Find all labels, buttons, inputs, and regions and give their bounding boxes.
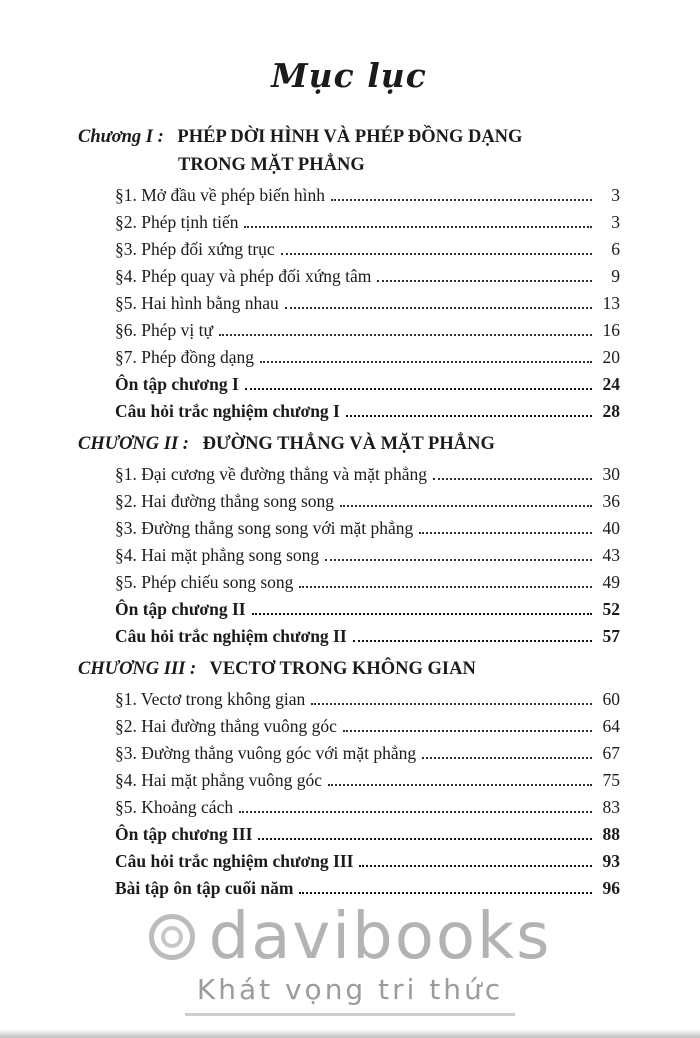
dot-leader [377, 280, 592, 282]
toc-entry-label: §5. Hai hình bằng nhau [115, 293, 279, 313]
dot-leader [299, 586, 592, 588]
toc-entry-page: 3 [611, 185, 620, 205]
toc-entry-page: 64 [602, 716, 620, 736]
dot-leader [353, 640, 592, 642]
toc-entry-page: 88 [602, 824, 620, 844]
toc-entry-label: §5. Khoảng cách [115, 797, 234, 817]
toc-entry-page: 93 [602, 851, 620, 871]
toc-entry-label: §3. Đường thẳng song song với mặt phẳng [115, 518, 414, 538]
toc-entry-page: 83 [602, 797, 620, 817]
toc-entry-label: Câu hỏi trắc nghiệm chương II [115, 626, 347, 646]
toc-entry-label: Ôn tập chương II [115, 599, 246, 619]
chapter-section-2 [78, 434, 620, 646]
dot-leader [299, 892, 592, 894]
toc-entry-page: 49 [602, 572, 620, 592]
chapter-number: CHƯƠNG III : [78, 659, 197, 679]
toc-entry-label: §6. Phép vị tự [115, 320, 213, 340]
toc-entry-page: 52 [602, 599, 620, 619]
chapter-title: VECTƠ TRONG KHÔNG GIAN [209, 659, 476, 679]
dot-leader [331, 199, 592, 201]
toc-entry-label: §3. Phép đối xứng trục [115, 239, 275, 259]
chapter-entries [78, 464, 620, 646]
chapter-section-3 [78, 659, 620, 898]
toc-entry-page: 3 [611, 212, 620, 232]
toc-entry [115, 716, 620, 736]
toc-entry-label: §2. Phép tịnh tiến [115, 212, 239, 232]
toc-entry-label: §1. Vectơ trong không gian [115, 689, 306, 709]
watermark-tagline: Khát vọng tri thức [196, 973, 504, 1006]
toc-entry [115, 464, 620, 484]
toc-entry-page: 43 [602, 545, 620, 565]
watermark-brand-row [0, 900, 700, 974]
toc-entry-label: Bài tập ôn tập cuối năm [115, 878, 294, 898]
toc-entry-page: 24 [602, 374, 620, 394]
toc-entry [115, 689, 620, 709]
toc-entry-label: §7. Phép đồng dạng [115, 347, 255, 367]
toc-entry-quiz [115, 851, 620, 871]
page-title: Mục lục [271, 56, 427, 95]
dot-leader [359, 865, 592, 867]
chapter-section-1 [78, 127, 620, 421]
dot-leader [340, 505, 592, 507]
toc-entry-page: 28 [602, 401, 620, 421]
toc-entry [115, 545, 620, 565]
toc-entry [115, 239, 620, 259]
toc-entry-label: §1. Mở đầu về phép biến hình [115, 185, 325, 205]
toc-entry [115, 770, 620, 790]
dot-leader [433, 478, 592, 480]
dot-leader [252, 613, 592, 615]
chapter-heading [78, 434, 620, 455]
toc-entry [115, 491, 620, 511]
toc-entry [115, 212, 620, 232]
toc-entry-page: 40 [602, 518, 620, 538]
toc-entry-page: 67 [602, 743, 620, 763]
toc-entry-page: 96 [602, 878, 620, 898]
toc-entry [115, 518, 620, 538]
dot-leader [245, 388, 592, 390]
dot-leader [325, 559, 592, 561]
chapter-heading [78, 127, 620, 148]
dot-leader [346, 415, 592, 417]
toc-entry-label: §1. Đại cương về đường thẳng và mặt phẳng [115, 464, 428, 484]
toc-entry [115, 347, 620, 367]
dot-leader [281, 253, 592, 255]
chapter-heading [78, 659, 620, 680]
dot-leader [239, 811, 592, 813]
toc-entry-page: 57 [602, 626, 620, 646]
chapter-entries [78, 185, 620, 421]
toc-entry-label: §2. Hai đường thẳng song song [115, 491, 335, 511]
dot-leader [258, 838, 592, 840]
toc-entry-page: 6 [611, 239, 620, 259]
davibooks-logo-icon [149, 914, 195, 960]
toc-entry-label: §2. Hai đường thẳng vuông góc [115, 716, 337, 736]
toc-entry-label: Ôn tập chương I [115, 374, 239, 394]
toc-entry-page: 75 [602, 770, 620, 790]
chapter-number: CHƯƠNG II : [78, 434, 189, 454]
toc-entry [115, 743, 620, 763]
toc-entry-quiz [115, 626, 620, 646]
toc-entry-review [115, 599, 620, 619]
watermark-underline [185, 1013, 515, 1016]
toc-entry-label: Câu hỏi trắc nghiệm chương III [115, 851, 354, 871]
toc-entry [115, 797, 620, 817]
toc-entry-label: Câu hỏi trắc nghiệm chương I [115, 401, 340, 421]
toc-entry [115, 320, 620, 340]
chapter-number: Chương I : [78, 127, 164, 147]
dot-leader [311, 703, 592, 705]
dot-leader [219, 334, 592, 336]
watermark [0, 900, 700, 1016]
toc-entry-label: §4. Phép quay và phép đối xứng tâm [115, 266, 372, 286]
chapter-title-line2: TRONG MẶT PHẲNG [178, 155, 365, 175]
toc-entry-label: §4. Hai mặt phẳng song song [115, 545, 320, 565]
toc-entry-page: 16 [602, 320, 620, 340]
toc-entry-page: 30 [602, 464, 620, 484]
dot-leader [422, 757, 592, 759]
dot-leader [285, 307, 592, 309]
page-bottom-edge [0, 1029, 700, 1038]
toc-entry-page: 20 [602, 347, 620, 367]
dot-leader [419, 532, 592, 534]
chapter-title: PHÉP DỜI HÌNH VÀ PHÉP ĐỒNG DẠNG [177, 127, 523, 147]
toc-entry-label: §5. Phép chiếu song song [115, 572, 294, 592]
toc-entry-quiz [115, 401, 620, 421]
toc-entry [115, 572, 620, 592]
toc-entry-page: 36 [602, 491, 620, 511]
dot-leader [328, 784, 592, 786]
toc-entry-page: 60 [602, 689, 620, 709]
dot-leader [343, 730, 592, 732]
toc-entry-page: 9 [611, 266, 620, 286]
dot-leader [260, 361, 592, 363]
toc-entry-label: §4. Hai mặt phẳng vuông góc [115, 770, 323, 790]
toc-entry-label: Ôn tập chương III [115, 824, 253, 844]
toc-entry [115, 293, 620, 313]
toc-entry [115, 266, 620, 286]
watermark-brand: davibooks [208, 900, 552, 974]
chapter-entries [78, 689, 620, 898]
toc-entry-review [115, 824, 620, 844]
toc-entry-label: §3. Đường thẳng vuông góc với mặt phẳng [115, 743, 417, 763]
toc-entry-review [115, 374, 620, 394]
toc-entry [115, 185, 620, 205]
dot-leader [244, 226, 592, 228]
toc-entry-final-review [115, 878, 620, 898]
toc-entry-page: 13 [602, 293, 620, 313]
chapter-title: ĐƯỜNG THẲNG VÀ MẶT PHẲNG [202, 434, 495, 454]
